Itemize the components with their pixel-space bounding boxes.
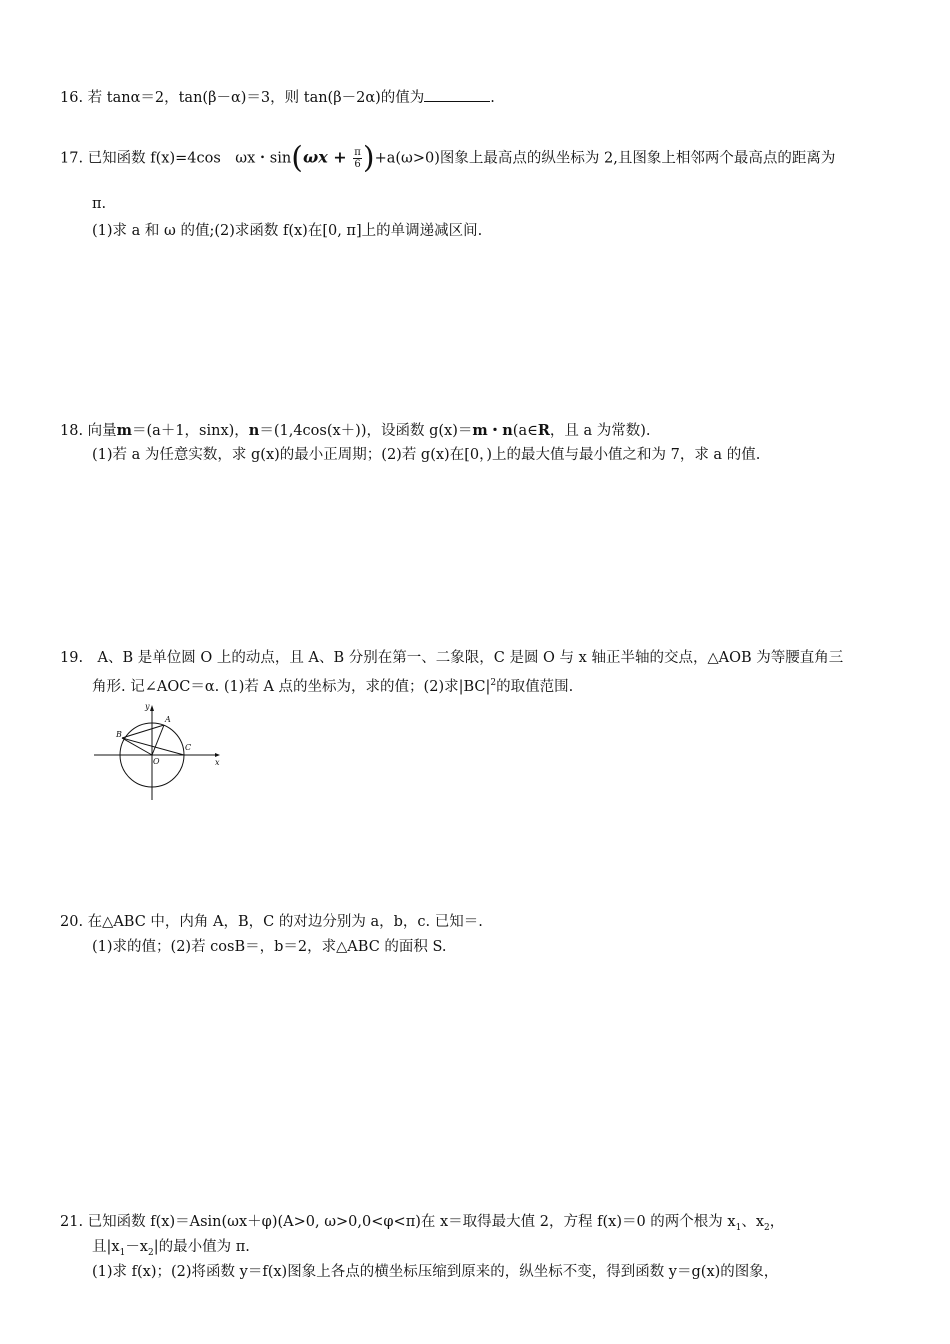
question-21-line-3: (1)求 f(x)；(2)将函数 y＝f(x)图象上各点的横坐标压缩到原来的，纵坐标不变，得到函数 y＝g(x)的图象， xyxy=(92,1264,779,1280)
subscript: 2 xyxy=(764,1222,770,1233)
question-17-line-1 xyxy=(60,140,836,176)
question-18-part: ＝(1,4cos(x＋))，设函数 g(x)＝ xyxy=(259,423,473,439)
question-21-part: |的最小值为 π. xyxy=(153,1239,250,1255)
question-21-line-2 xyxy=(92,1237,250,1263)
question-17-post: +a(ω>0)图象上最高点的纵坐标为 2,且图象上相邻两个最高点的距离为 xyxy=(374,150,836,167)
label-x: x xyxy=(215,758,220,767)
question-20-line-1: 20. 在△ABC 中，内角 A，B，C 的对边分别为 a，b，c. 已知＝. xyxy=(60,914,483,930)
right-paren: ) xyxy=(362,140,375,176)
fraction-numerator: π xyxy=(354,147,361,158)
question-18-part: 18. 向量 xyxy=(60,423,117,439)
question-18-part: (a∈ xyxy=(512,423,538,439)
question-19-line-2 xyxy=(92,673,573,697)
label-C: C xyxy=(185,743,192,752)
superscript: 2 xyxy=(490,678,497,688)
question-18-line-1 xyxy=(60,421,651,441)
label-y: y xyxy=(145,702,150,711)
question-17-inner: ωx + xyxy=(302,147,353,167)
question-21-part: ， xyxy=(769,1214,785,1230)
subscript: 1 xyxy=(735,1222,742,1233)
dot-product: m・n xyxy=(472,422,513,439)
question-17-line-2: π. xyxy=(92,196,107,212)
y-axis-arrow xyxy=(150,705,154,711)
answer-blank xyxy=(424,87,490,102)
pi-over-six-fraction xyxy=(353,147,362,170)
question-21-part: －x xyxy=(125,1239,148,1255)
fraction-denominator: 6 xyxy=(354,159,361,170)
label-A: A xyxy=(165,715,171,724)
left-paren: ( xyxy=(291,140,303,176)
subscript: 2 xyxy=(148,1247,154,1258)
question-18-part: ，且 a 为常数). xyxy=(549,423,651,439)
label-O: O xyxy=(153,757,160,766)
question-21-part: 、x xyxy=(741,1214,765,1230)
subscript: 1 xyxy=(119,1247,126,1258)
segment-AB xyxy=(122,725,164,738)
question-19-line-1: 19. A、B 是单位圆 O 上的动点，且 A、B 分别在第一、二象限，C 是圆 O 与 x 轴正半轴的交点，△AOB 为等腰直角三 xyxy=(60,650,844,666)
label-B: B xyxy=(116,730,122,739)
segment-OB xyxy=(122,738,152,755)
question-16-text: 16. 若 tanα＝2，tan(β－α)＝3，则 tan(β－2α)的值为 xyxy=(60,90,425,106)
real-set-symbol: R xyxy=(537,422,550,439)
question-18-line-2: (1)若 a 为任意实数，求 g(x)的最小正周期；(2)若 g(x)在[0，)上的最大值与最小值之和为 7，求 a 的值. xyxy=(92,447,761,463)
question-16-tail: . xyxy=(490,90,495,106)
question-21-part: 21. 已知函数 f(x)＝Asin(ωx＋φ)(A>0, ω>0,0<φ<π)在 x＝取得最大值 2，方程 f(x)＝0 的两个根为 x xyxy=(60,1214,736,1230)
segment-OA xyxy=(152,725,164,755)
question-19-part: 的取值范围. xyxy=(496,678,574,695)
x-axis-arrow xyxy=(215,753,220,757)
question-17-pre: 17. 已知函数 f(x)=4cos ωx・sin xyxy=(60,150,292,167)
question-17-line-3: (1)求 a 和 ω 的值;(2)求函数 f(x)在[0, π]上的单调递减区间. xyxy=(92,223,483,239)
question-18-part: ＝(a＋1，sinx)， xyxy=(132,423,249,439)
unit-circle-figure xyxy=(92,700,224,802)
question-20-line-2: (1)求的值；(2)若 cosB＝，b＝2，求△ABC 的面积 S. xyxy=(92,939,447,955)
vector-m: m xyxy=(116,422,133,439)
question-19-part: 角形. 记∠AOC＝α. (1)若 A 点的坐标为，求的值；(2)求|BC| xyxy=(92,678,491,695)
question-21-part: 且|x xyxy=(92,1239,120,1255)
question-21-line-1 xyxy=(60,1212,784,1238)
question-16 xyxy=(60,87,495,108)
vector-n: n xyxy=(248,422,260,439)
